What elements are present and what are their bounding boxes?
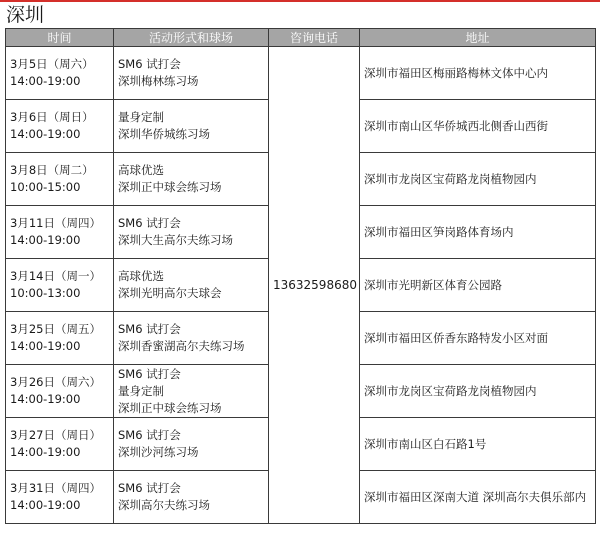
- time-cell: [6, 100, 114, 153]
- activity-line: 量身定制: [118, 383, 164, 398]
- activity-cell: [114, 259, 269, 312]
- event-date: 3月31日（周四）: [10, 481, 101, 495]
- activity-line: 量身定制: [118, 110, 164, 124]
- activity-line: SM6 试打会: [118, 216, 181, 230]
- header-phone: 咨询电话: [269, 29, 360, 47]
- activity-cell: [114, 471, 269, 524]
- event-hours: 14:00-19:00: [10, 233, 81, 247]
- address-cell: 深圳市福田区梅丽路梅林文体中心内: [360, 47, 596, 100]
- phone-number: 13632598680: [269, 47, 360, 524]
- event-date: 3月5日（周六）: [10, 57, 94, 71]
- activity-line: SM6 试打会: [118, 366, 181, 381]
- activity-line: SM6 试打会: [118, 428, 181, 442]
- time-cell: [6, 259, 114, 312]
- activity-line: 深圳华侨城练习场: [118, 127, 210, 141]
- activity-cell: [114, 418, 269, 471]
- activity-cell: [114, 365, 269, 418]
- event-hours: 14:00-19:00: [10, 127, 81, 141]
- address-cell: 深圳市南山区白石路1号: [360, 418, 596, 471]
- activity-line: 深圳光明高尔夫球会: [118, 286, 222, 300]
- time-cell: [6, 471, 114, 524]
- address-cell: 深圳市南山区华侨城西北侧香山西街: [360, 100, 596, 153]
- header-address: 地址: [360, 29, 596, 47]
- time-cell: [6, 153, 114, 206]
- event-date: 3月25日（周五）: [10, 322, 101, 336]
- event-hours: 14:00-19:00: [10, 74, 81, 88]
- activity-cell: [114, 312, 269, 365]
- activity-line: 深圳大生高尔夫练习场: [118, 233, 233, 247]
- address-cell: 深圳市福田区深南大道 深圳高尔夫俱乐部内: [360, 471, 596, 524]
- activity-line: 深圳高尔夫练习场: [118, 498, 210, 512]
- event-hours: 14:00-19:00: [10, 392, 81, 406]
- address-cell: 深圳市光明新区体育公园路: [360, 259, 596, 312]
- event-date: 3月26日（周六）: [10, 375, 101, 389]
- activity-line: 深圳沙河练习场: [118, 445, 199, 459]
- activity-line: 深圳正中球会练习场: [118, 180, 222, 194]
- activity-cell: [114, 47, 269, 100]
- address-cell: 深圳市龙岗区宝荷路龙岗植物园内: [360, 153, 596, 206]
- time-cell: [6, 47, 114, 100]
- time-cell: [6, 312, 114, 365]
- activity-cell: [114, 153, 269, 206]
- event-hours: 14:00-19:00: [10, 339, 81, 353]
- event-hours: 10:00-15:00: [10, 180, 81, 194]
- time-cell: [6, 365, 114, 418]
- activity-line: SM6 试打会: [118, 322, 181, 336]
- time-cell: [6, 418, 114, 471]
- schedule-table: [5, 28, 596, 524]
- city-title: 深圳: [6, 4, 45, 26]
- event-hours: 14:00-19:00: [10, 445, 81, 459]
- activity-line: 高球优选: [118, 269, 164, 283]
- table-row: [6, 47, 596, 100]
- activity-cell: [114, 100, 269, 153]
- event-date: 3月14日（周一）: [10, 269, 101, 283]
- header-activity: 活动形式和球场: [114, 29, 269, 47]
- event-hours: 14:00-19:00: [10, 498, 81, 512]
- event-date: 3月27日（周日）: [10, 428, 101, 442]
- activity-line: SM6 试打会: [118, 57, 181, 71]
- event-date: 3月8日（周二）: [10, 163, 94, 177]
- activity-line: 深圳正中球会练习场: [118, 400, 222, 415]
- header-time: 时间: [6, 29, 114, 47]
- activity-line: 深圳梅林练习场: [118, 74, 199, 88]
- table-header-row: [6, 29, 596, 47]
- activity-cell: [114, 206, 269, 259]
- address-cell: 深圳市福田区笋岗路体育场内: [360, 206, 596, 259]
- address-cell: 深圳市福田区侨香东路特发小区对面: [360, 312, 596, 365]
- time-cell: [6, 206, 114, 259]
- event-date: 3月6日（周日）: [10, 110, 94, 124]
- address-cell: 深圳市龙岗区宝荷路龙岗植物园内: [360, 365, 596, 418]
- activity-line: 高球优选: [118, 163, 164, 177]
- activity-line: SM6 试打会: [118, 481, 181, 495]
- top-accent-rule: [0, 0, 600, 2]
- event-hours: 10:00-13:00: [10, 286, 81, 300]
- event-date: 3月11日（周四）: [10, 216, 101, 230]
- activity-line: 深圳香蜜湖高尔夫练习场: [118, 339, 245, 353]
